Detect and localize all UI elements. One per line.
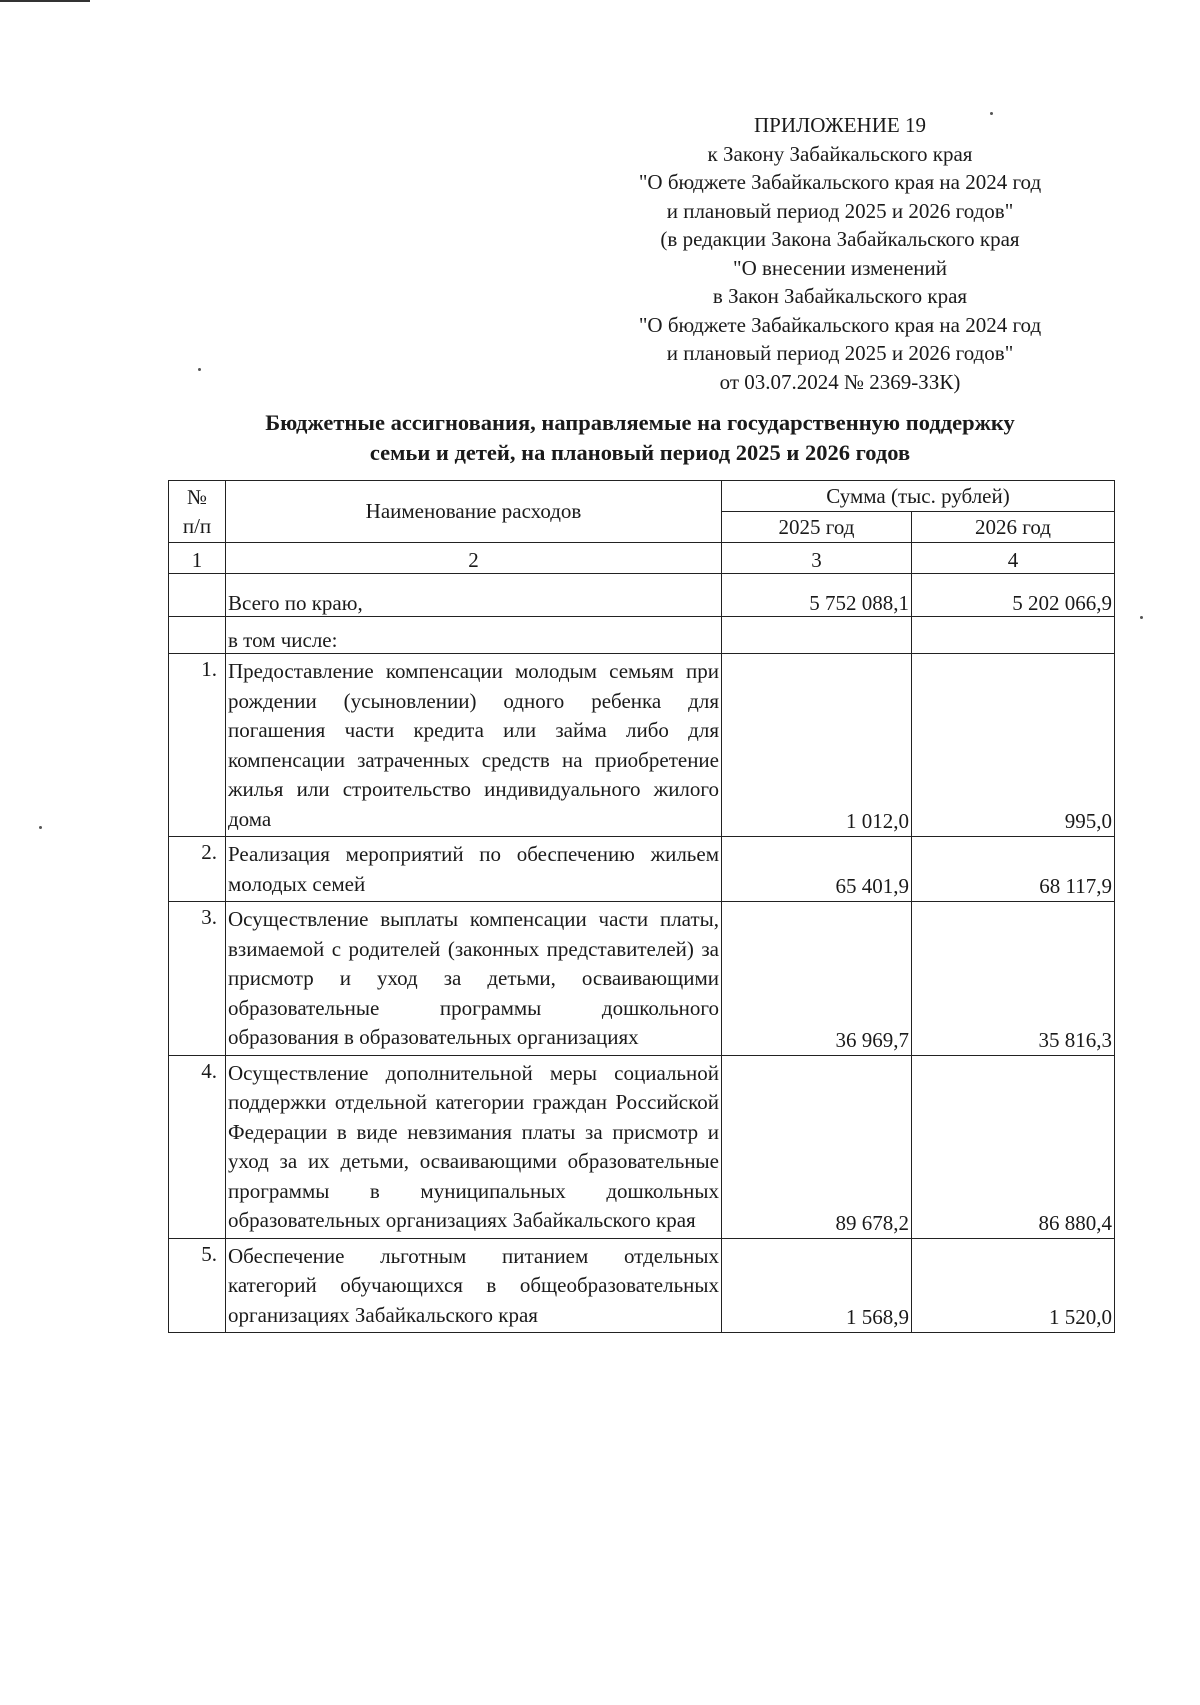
scan-speck: [39, 826, 42, 829]
total-amount-2025: 5 752 088,1: [722, 574, 912, 617]
column-number: 4: [912, 543, 1115, 574]
table-row: [169, 837, 1115, 902]
appendix-line: и плановый период 2025 и 2026 годов": [666, 198, 1014, 223]
total-num-cell: [169, 574, 226, 617]
header-num: [169, 481, 226, 543]
row-amount-2026: 68 117,9: [912, 837, 1115, 902]
header-name: Наименование расходов: [226, 481, 722, 543]
subheader-row: [169, 617, 1115, 654]
appendix-line: "О внесении изменений: [733, 255, 947, 280]
table-row: [169, 1055, 1115, 1238]
table-row: [169, 902, 1115, 1056]
row-amount-2026: 1 520,0: [912, 1238, 1115, 1333]
row-num: 5.: [169, 1238, 226, 1333]
scan-speck: [1140, 616, 1143, 619]
appendix-title: ПРИЛОЖЕНИЕ 19: [754, 113, 926, 137]
total-label: Всего по краю,: [226, 574, 722, 617]
appendix-line: от 03.07.2024 № 2369-ЗЗК): [719, 369, 961, 394]
header-num-line: №: [186, 484, 208, 509]
table-row: [169, 654, 1115, 837]
document-title-line: семьи и детей, на плановый период 2025 и 2026 годов: [369, 440, 911, 465]
header-year-2025: 2025 год: [722, 512, 912, 543]
subheader-label: в том числе:: [226, 617, 722, 654]
row-amount-2026: 35 816,3: [912, 902, 1115, 1056]
row-num: 2.: [169, 837, 226, 902]
header-num-line: п/п: [182, 513, 212, 538]
subheader-cell: [912, 617, 1115, 654]
appendix-line: к Закону Забайкальского края: [707, 141, 973, 166]
document-title: [160, 408, 1120, 468]
appendix-line: "О бюджете Забайкальского края на 2024 год: [638, 312, 1042, 337]
appendix-line: в Закон Забайкальского края: [712, 284, 968, 308]
row-name: Осуществление дополнительной меры социальной поддержки отдельной категории граждан Российской Федерации в виде невзимания платы за присмотр и уход за их детьми, осваивающими образовательные программы в муниципальных дошкольных образовательных организациях Забайкальского края: [226, 1055, 722, 1238]
row-num: 4.: [169, 1055, 226, 1238]
appendix-header: [590, 111, 1090, 396]
appendix-line: (в редакции Закона Забайкальского края: [660, 227, 1020, 251]
row-amount-2025: 1 012,0: [722, 654, 912, 837]
row-amount-2025: 36 969,7: [722, 902, 912, 1056]
row-amount-2026: 86 880,4: [912, 1055, 1115, 1238]
subheader-cell: [722, 617, 912, 654]
row-name: Обеспечение льготным питанием отдельных категорий обучающихся в общеобразовательных организациях Забайкальского края: [226, 1238, 722, 1333]
row-name: Осуществление выплаты компенсации части платы, взимаемой с родителей (законных представителей) за присмотр и уход за детьми, осваивающими образовательные программы дошкольного образования в образовательных организациях: [226, 902, 722, 1056]
row-name: Реализация мероприятий по обеспечению жильем молодых семей: [226, 837, 722, 902]
row-amount-2025: 65 401,9: [722, 837, 912, 902]
scan-speck: [198, 368, 201, 371]
total-row: [169, 574, 1115, 617]
table-row: [169, 1238, 1115, 1333]
appendix-line: "О бюджете Забайкальского края на 2024 год: [638, 170, 1042, 194]
row-name: Предоставление компенсации молодым семьям при рождении (усыновлении) одного ребенка для погашения части кредита или займа либо для компенсации затраченных средств на приобретение жилья или строительство индивидуального жилого дома: [226, 654, 722, 837]
appendix-line: и плановый период 2025 и 2026 годов": [666, 341, 1014, 365]
column-number: 3: [722, 543, 912, 574]
scan-artifact-line: [0, 0, 90, 2]
row-amount-2025: 1 568,9: [722, 1238, 912, 1333]
document-title-line: Бюджетные ассигнования, направляемые на государственную поддержку: [265, 410, 1015, 435]
header-year-2026: 2026 год: [912, 512, 1115, 543]
budget-table: [168, 480, 1115, 1333]
header-sum: Сумма (тыс. рублей): [722, 481, 1115, 512]
column-number: 1: [169, 543, 226, 574]
row-amount-2025: 89 678,2: [722, 1055, 912, 1238]
row-amount-2026: 995,0: [912, 654, 1115, 837]
table-header-row: [169, 481, 1115, 512]
column-numbers-row: [169, 543, 1115, 574]
row-num: 3.: [169, 902, 226, 1056]
row-num: 1.: [169, 654, 226, 837]
column-number: 2: [226, 543, 722, 574]
subheader-num-cell: [169, 617, 226, 654]
total-amount-2026: 5 202 066,9: [912, 574, 1115, 617]
